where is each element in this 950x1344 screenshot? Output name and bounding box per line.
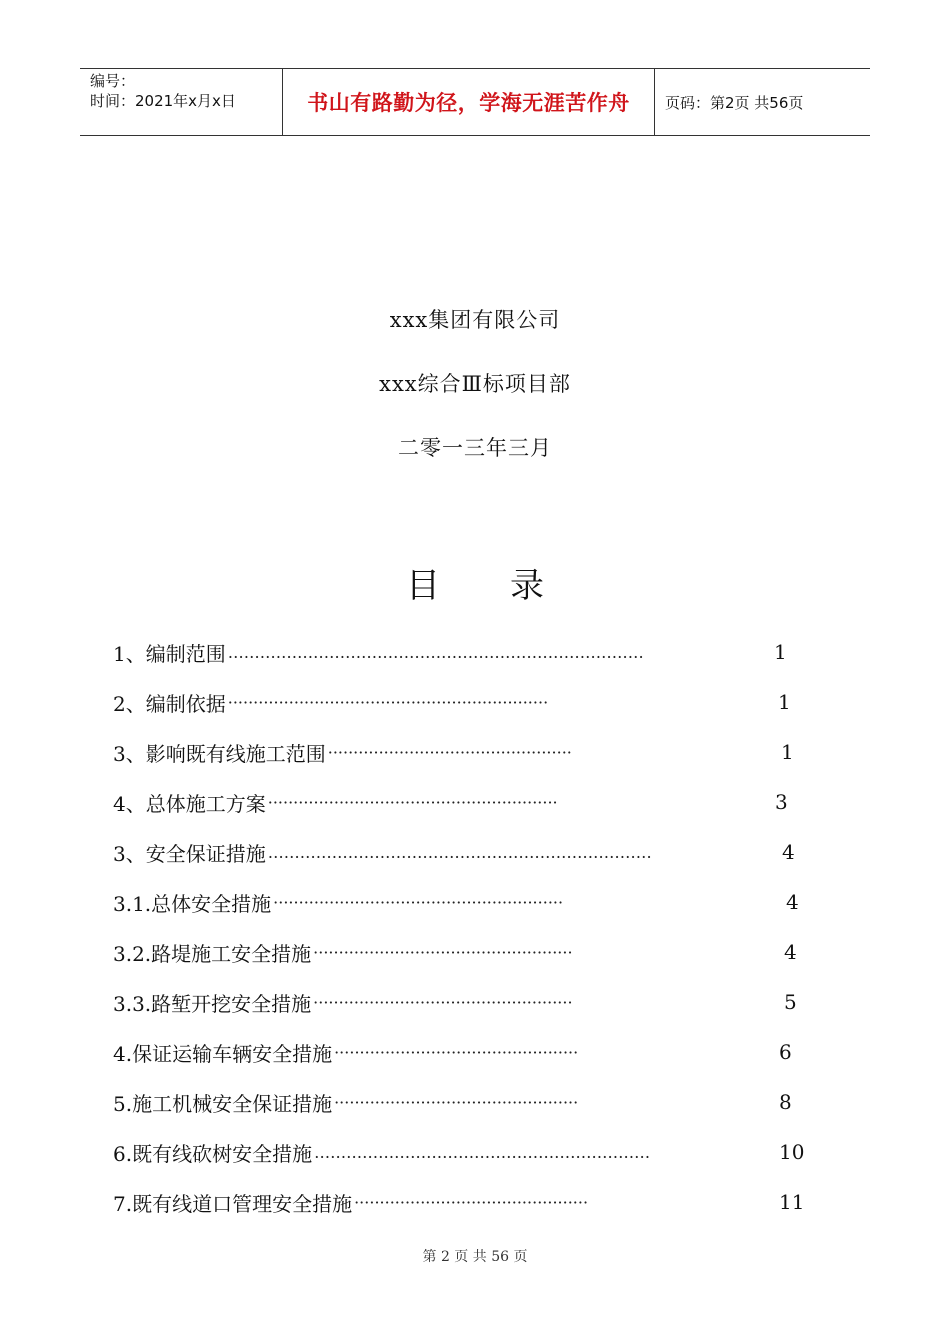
toc-item-leader: ························································· [273,892,564,912]
toc-item-leader: ……………………………………………………………… [267,842,652,862]
toc-item[interactable] [113,936,573,968]
toc-item-leader: …………………………………………………………………… [227,642,644,662]
toc-item[interactable] [113,786,558,818]
toc-item-label: 1、编制范围 [113,641,226,666]
toc-item-label: 6.既有线砍树安全措施 [113,1141,313,1166]
toc-title-right: 录 [510,566,544,606]
toc-item-leader: ……………………………………………………… [314,1142,651,1162]
page-header [80,68,870,136]
toc-item-page: 4 [782,840,795,864]
toc-item-leader: ··················································· [313,992,573,1012]
toc-item[interactable] [113,986,573,1018]
toc-item-label: 3、影响既有线施工范围 [113,741,326,766]
document-date: 二零一三年三月 [398,436,552,460]
toc-item-label: 3.2.路堤施工安全措施 [113,941,312,966]
toc-item-page: 11 [779,1190,805,1214]
toc-item-page: 4 [784,940,797,964]
department-name: xxx综合Ⅲ标项目部 [379,372,571,396]
toc-item-label: 5.施工机械安全保证措施 [113,1091,333,1116]
toc-item-label: 3.1.总体安全措施 [113,891,272,916]
header-motto: 书山有路勤为径，学海无涯苦作舟 [282,69,655,135]
toc-title-left: 目 [406,566,440,606]
toc-item-leader: ················································ [327,742,572,762]
toc-item[interactable] [113,736,572,768]
toc-item-label: 7.既有线道口管理安全措施 [113,1191,353,1216]
toc-item-label: 3.3.路堑开挖安全措施 [113,991,312,1016]
toc-item-leader: ························································· [267,792,558,812]
toc-item-leader: ······························································· [227,692,549,712]
toc-item-label: 4.保证运输车辆安全措施 [113,1041,333,1066]
number-label: 编号： [90,72,136,90]
toc-item[interactable] [113,1136,650,1168]
toc-item[interactable] [113,1186,588,1218]
toc-item-leader: ··················································· [313,942,573,962]
toc-item-page: 3 [775,790,788,814]
toc-item-page: 1 [778,690,791,714]
toc-item-page: 6 [779,1040,792,1064]
toc-item-page: 1 [781,740,794,764]
toc-item-page: 10 [779,1140,805,1164]
toc-item-label: 3、安全保证措施 [113,841,266,866]
toc-item[interactable] [113,1086,578,1118]
toc-item-page: 4 [786,890,799,914]
toc-item-leader: ················································ [334,1042,579,1062]
toc-item[interactable] [113,1036,578,1068]
toc-item-label: 4、总体施工方案 [113,791,266,816]
company-name: xxx集团有限公司 [389,308,561,332]
page-footer: 第 2 页 共 56 页 [422,1249,528,1265]
toc-title [0,558,950,607]
toc-item[interactable] [113,836,652,868]
toc-item-leader: ·············································· [354,1192,589,1212]
time-label: 时间：2021年x月x日 [90,92,236,110]
toc-item-page: 1 [774,640,787,664]
toc-item-page: 8 [779,1090,792,1114]
toc-item[interactable] [113,686,548,718]
toc-item[interactable] [113,636,644,668]
toc-item-leader: ················································ [334,1092,579,1112]
toc-item[interactable] [113,886,563,918]
header-page-info: 页码：第2页 共56页 [665,93,804,112]
toc-item-page: 5 [784,990,797,1014]
toc-item-label: 2、编制依据 [113,691,226,716]
header-meta [80,69,282,135]
